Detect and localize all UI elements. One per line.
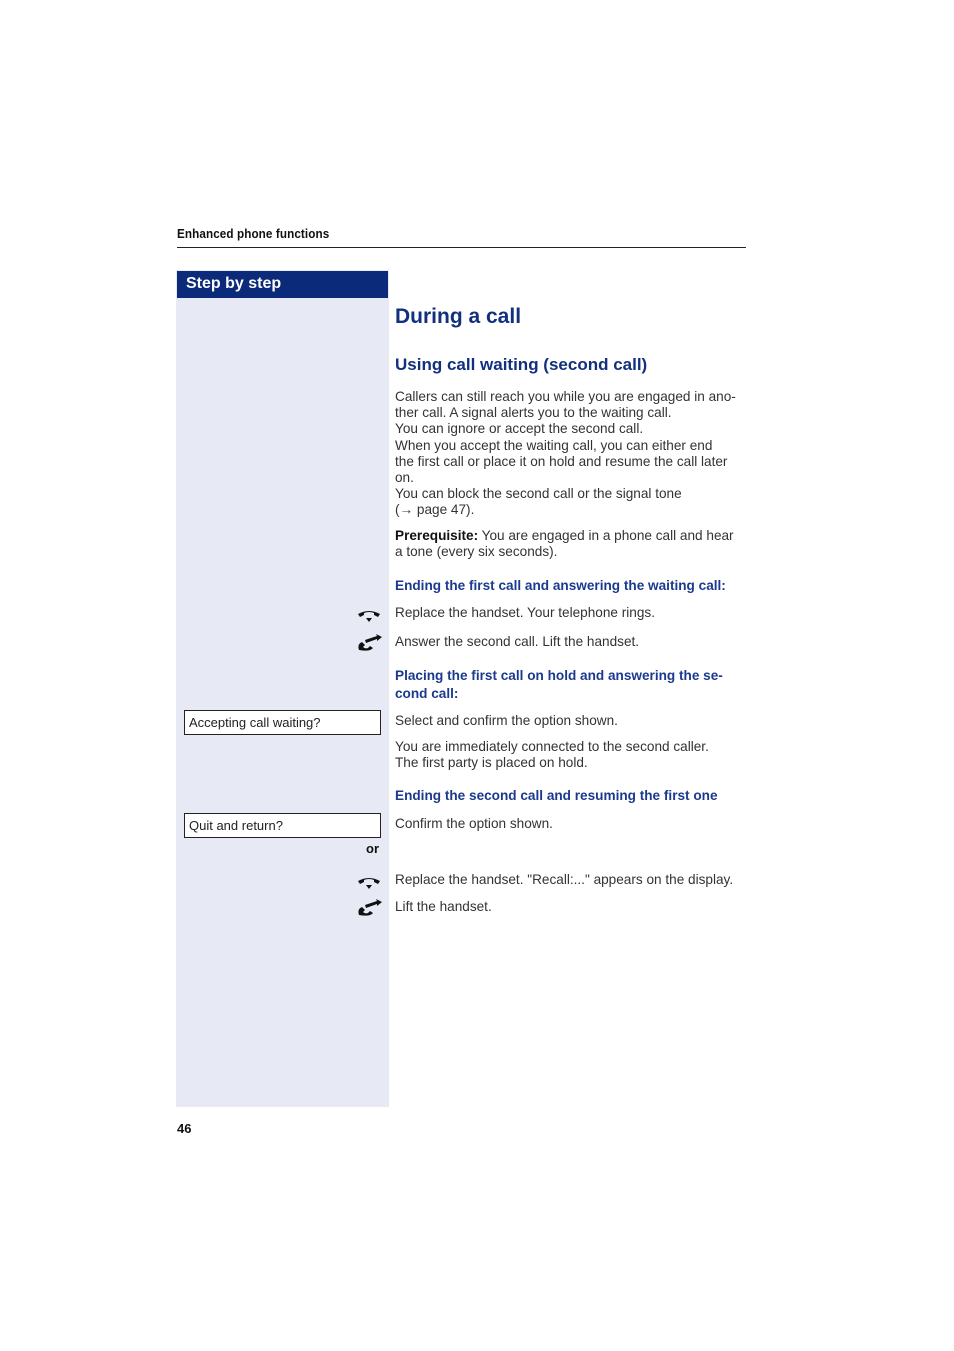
or-label: or [366,841,379,856]
accepting-call-waiting-option[interactable]: Accepting call waiting? [184,710,381,735]
running-header: Enhanced phone functions [177,226,330,241]
lift-handset-icon [356,634,382,652]
prerequisite-label: Prerequisite: [395,528,479,543]
step-confirm-option: Confirm the option shown. [395,816,553,831]
step-by-step-panel [176,270,389,1107]
lift-handset-icon [356,899,382,917]
intro-line: on. [395,470,414,486]
section-placing-on-hold-title [395,667,750,703]
step-select-confirm: Select and confirm the option shown. [395,713,618,728]
page-number: 46 [177,1121,192,1136]
quit-and-return-option[interactable]: Quit and return? [184,813,381,838]
intro-line: ther call. A signal alerts you to the waiting call. [395,405,672,421]
prerequisite-text: a tone (every six seconds). [395,544,558,560]
arrow-right-icon: → [399,502,414,518]
hang-up-handset-icon [356,874,382,892]
intro-line: the first call or place it on hold and resume the call later [395,453,728,469]
section-subtitle: Using call waiting (second call) [395,355,648,374]
step-lift-handset: Lift the handset. [395,899,492,914]
page-reference-text: page 47). [413,502,475,518]
step-answer-second-call: Answer the second call. Lift the handset. [395,634,640,649]
section-ending-first-call-title: Ending the first call and answering the waiting call: [395,578,726,593]
section-title-line: Placing the first call on hold and answering the se- [395,668,723,683]
prerequisite [395,528,750,560]
page-title: During a call [395,305,522,328]
section-title-line: cond call: [395,686,459,701]
page-reference[interactable]: (→ page 47). [395,502,475,518]
connected-note [395,739,750,771]
connected-line: You are immediately connected to the second caller. [395,739,709,754]
intro-line: When you accept the waiting call, you can either end [395,437,713,453]
section-ending-second-call-title: Ending the second call and resuming the first one [395,788,718,803]
header-rule [177,247,746,248]
prerequisite-text: You are engaged in a phone call and hear [478,528,734,543]
connected-line: The first party is placed on hold. [395,755,588,771]
step-replace-handset: Replace the handset. Your telephone rings. [395,605,655,620]
intro-line: Callers can still reach you while you are engaged in ano- [395,389,736,404]
intro-paragraph [395,389,750,519]
intro-line: You can ignore or accept the second call. [395,421,644,437]
hang-up-handset-icon [356,607,382,625]
step-replace-recall: Replace the handset. "Recall:..." appears on the display. [395,872,734,887]
step-by-step-label: Step by step [177,271,388,298]
intro-line: You can block the second call or the signal tone [395,486,682,502]
